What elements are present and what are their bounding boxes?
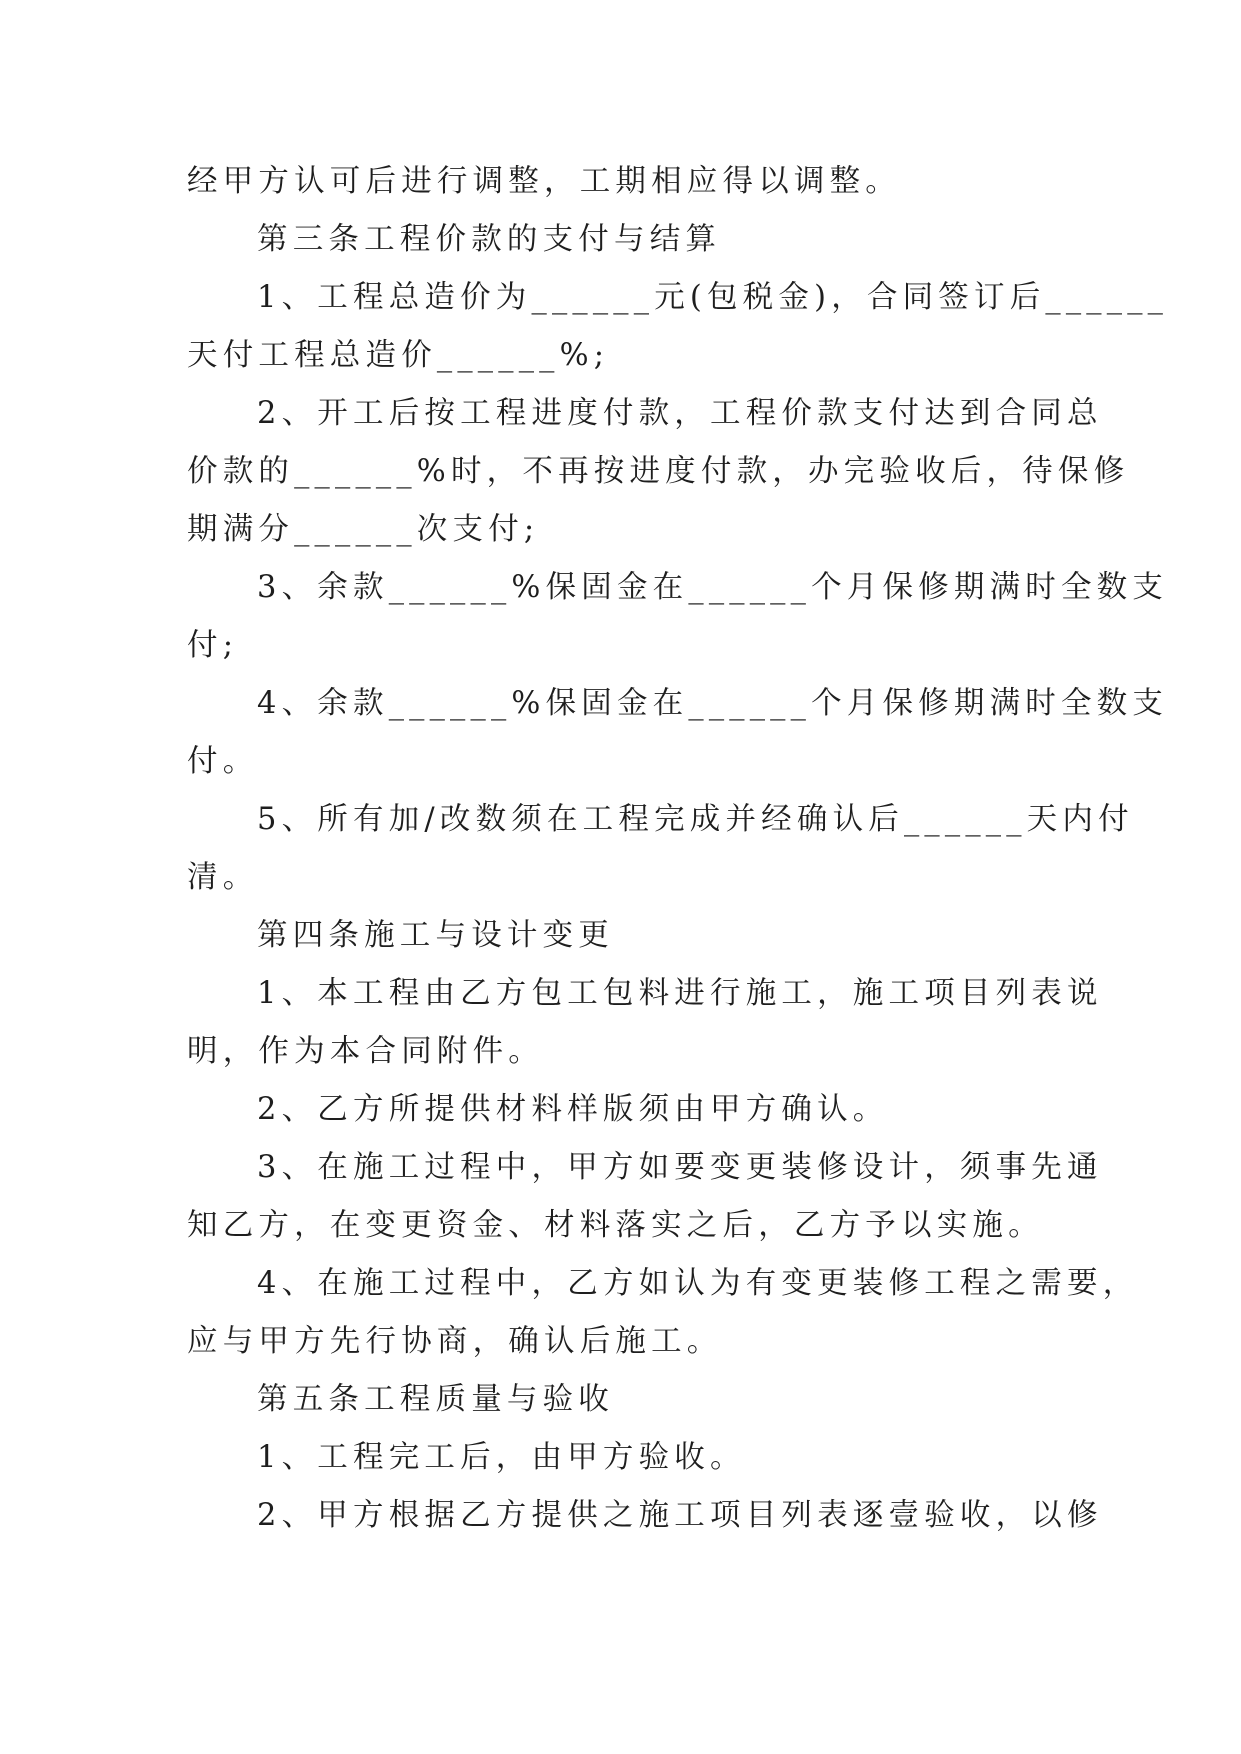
text-line: 3、余款______%保固金在______个月保修期满时全数支	[257, 570, 1169, 605]
text-line: 经甲方认可后进行调整，工期相应得以调整。	[187, 164, 901, 199]
text-line: 清。	[187, 860, 259, 895]
section-heading: 第五条工程质量与验收	[257, 1382, 614, 1417]
text-line: 付。	[187, 744, 259, 779]
text-line: 1、工程完工后，由甲方验收。	[257, 1440, 746, 1475]
text-line: 1、工程总造价为______元(包税金)，合同签订后______	[257, 280, 1169, 315]
section-heading: 第三条工程价款的支付与结算	[257, 222, 722, 257]
text-line: 期满分______次支付;	[187, 512, 540, 547]
text-line: 天付工程总造价______%;	[187, 338, 610, 373]
contract-text	[187, 153, 1169, 1545]
text-line: 2、甲方根据乙方提供之施工项目列表逐壹验收，以修	[257, 1498, 1103, 1533]
text-line: 付;	[187, 628, 239, 663]
section-heading: 第四条施工与设计变更	[257, 918, 614, 953]
text-line: 2、乙方所提供材料样版须由甲方确认。	[257, 1092, 889, 1127]
text-line: 4、在施工过程中，乙方如认为有变更装修工程之需要，	[257, 1266, 1139, 1301]
text-line: 4、余款______%保固金在______个月保修期满时全数支	[257, 686, 1169, 721]
text-line: 3、在施工过程中，甲方如要变更装修设计，须事先通	[257, 1150, 1103, 1185]
text-line: 2、开工后按工程进度付款，工程价款支付达到合同总	[257, 396, 1103, 431]
text-line: 1、本工程由乙方包工包料进行施工，施工项目列表说	[257, 976, 1103, 1011]
text-line: 价款的______%时，不再按进度付款，办完验收后，待保修	[187, 454, 1130, 489]
text-line: 5、所有加/改数须在工程完成并经确认后______天内付	[257, 802, 1134, 837]
text-line: 应与甲方先行协商，确认后施工。	[187, 1324, 723, 1359]
text-line: 明，作为本合同附件。	[187, 1034, 544, 1069]
text-line: 知乙方，在变更资金、材料落实之后，乙方予以实施。	[187, 1208, 1044, 1243]
